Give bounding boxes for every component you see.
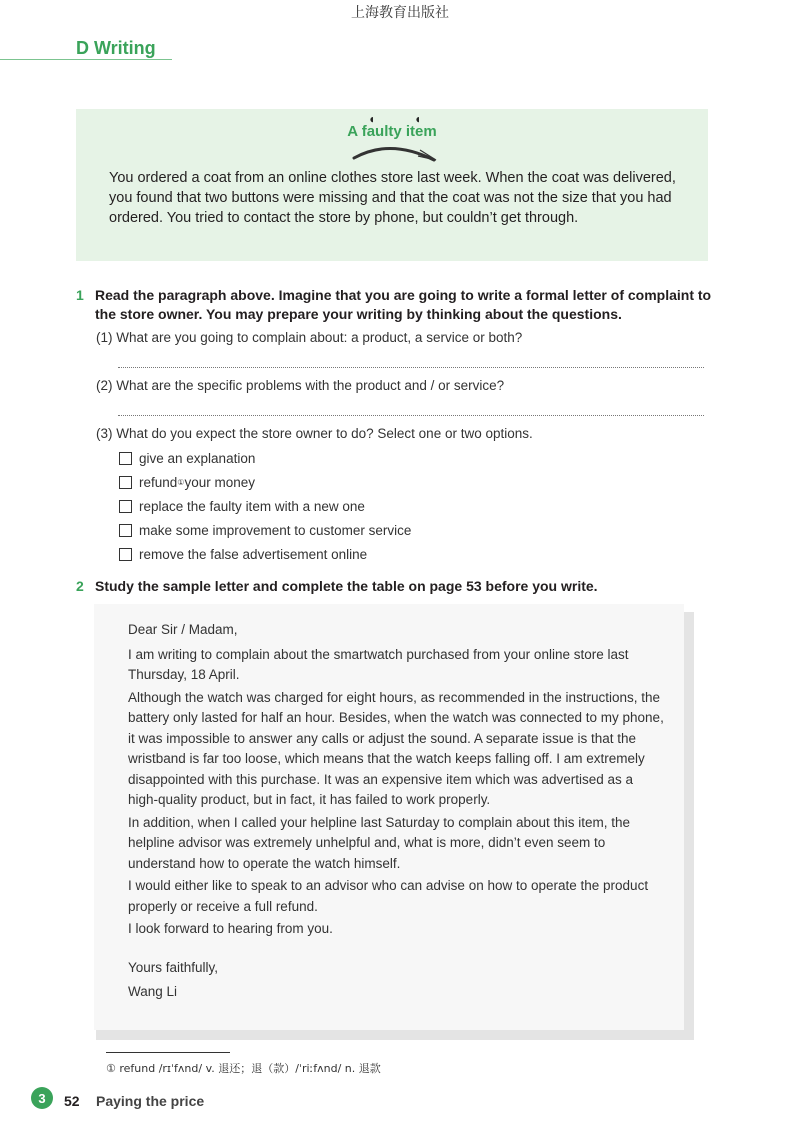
checkbox[interactable] [119,452,132,465]
option-label-suffix: your money [184,474,255,490]
section-divider [0,59,172,60]
page-number: 52 [64,1093,80,1109]
unit-title: Paying the price [96,1093,205,1109]
checkbox[interactable] [119,524,132,537]
letter-closing: Yours faithfully, [128,959,219,975]
option-label: give an explanation [139,450,256,466]
letter-paragraph-3: In addition, when I called your helpline last Saturday to complain about this item, the helpline advisor was extremely unhelpful and, what is more, didn’t even seem to understand how to operate the watch himself. [128,814,631,871]
task-2-number: 2 [76,578,84,594]
right-eye-icon: ◖ [414,112,422,126]
option-replace[interactable] [119,498,365,514]
task-1-instruction: Read the paragraph above. Imagine that you are going to write a formal letter of complaint to the store owner. You may prepare your writing by thinking about the questions. [95,287,712,322]
question-3: (3) What do you expect the store owner to do? Select one or two options. [96,426,533,441]
checkbox[interactable] [119,500,132,513]
letter-paragraph-1: I am writing to complain about the smartwatch purchased from your online store last Thursday, 18 April. [128,646,629,682]
option-label: replace the faulty item with a new one [139,498,365,514]
footnote: ① refund /rɪˈfʌnd/ v. 退还；退（款）/ˈriːfʌnd/ n. 退款 [106,1062,381,1075]
checkbox[interactable] [119,548,132,561]
section-title: D Writing [76,38,156,58]
option-refund[interactable] [119,474,255,490]
task-1-number: 1 [76,287,84,303]
unit-badge: 3 [31,1087,53,1109]
option-label: refund [139,474,178,490]
sample-letter [128,620,666,1003]
letter-paragraph-4: I would either like to speak to an advisor who can advise on how to operate the product properly or receive a full refund. [128,878,649,914]
letter-paragraph-5: I look forward to hearing from you. [128,921,333,936]
box-title: A faulty item [347,123,437,140]
footnote-divider [106,1052,230,1053]
question-2: (2) What are the specific problems with the product and / or service? [96,378,505,393]
letter-greeting: Dear Sir / Madam, [128,622,238,637]
checkbox[interactable] [119,476,132,489]
left-eye-icon: ◖ [368,112,376,126]
answer-line-1[interactable] [118,367,704,368]
answer-line-2[interactable] [118,415,704,416]
question-1: (1) What are you going to complain about: a product, a service or both? [96,330,523,345]
option-explanation[interactable] [119,450,255,466]
publisher-header: 上海教育出版社 [351,5,449,21]
option-improve-service[interactable] [119,522,411,538]
footnote-marker: ① [177,477,185,487]
option-label: make some improvement to customer service [139,522,412,538]
letter-signature: Wang Li [128,984,178,999]
scenario-paragraph: You ordered a coat from an online clothes store last week. When the coat was delivered, you found that two buttons were missing and that the coat was not the size that you had ordered. You tried to contact the store by phone, but couldn’t get through. [109,170,676,226]
task-2-instruction: Study the sample letter and complete the table on page 53 before you write. [95,578,598,594]
frown-mouth-icon [350,140,440,164]
option-remove-advert[interactable] [119,546,367,562]
option-label: remove the false advertisement online [139,546,368,562]
letter-paragraph-2: Although the watch was charged for eight hours, as recommended in the instructions, the battery only lasted for half an hour. Besides, when the watch was connected to my phone, it was impossible to answer any calls or adjust the sound. A separate issue is that the wristband is far too loose, which means that the watch keeps falling off. I am extremely disappointed with this purchase. It was an expensive item which was advertised as a high-quality product, but in fact, it has failed to work properly. [128,689,664,807]
